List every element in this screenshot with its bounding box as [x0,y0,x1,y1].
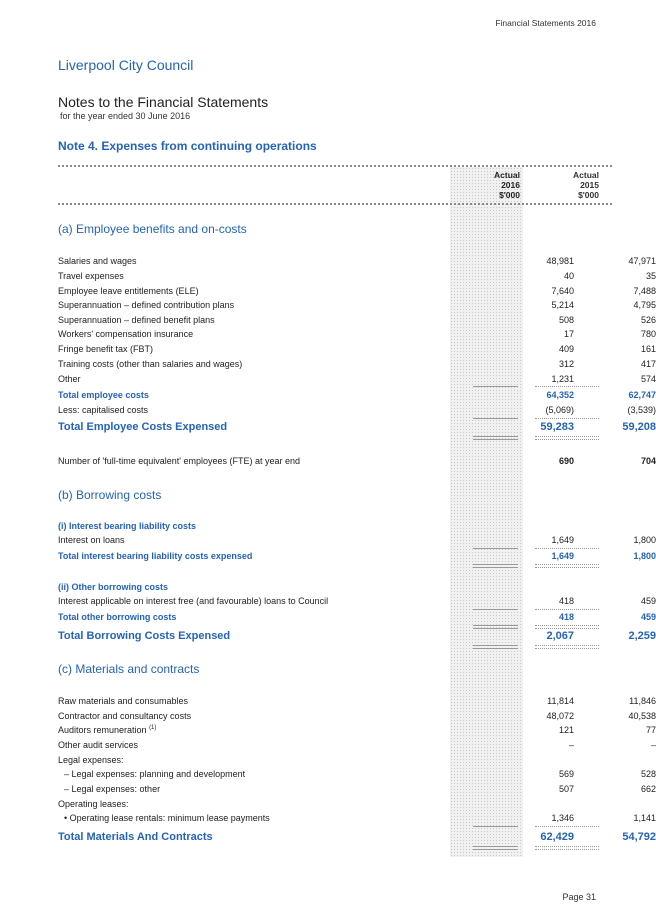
subtotal-rule [473,386,518,387]
subsection-interest-bearing: (i) Interest bearing liability costs [58,521,197,531]
table-row: Less: capitalised costs (5,069) (3,539) [58,405,656,415]
subtotal-rule [535,826,599,827]
total-double-rule [535,625,599,629]
subtotal-rule [535,386,599,387]
section-employee-title: (a) Employee benefits and on-costs [58,222,247,236]
table-row-total: Total interest bearing liability costs expensed 1,649 1,800 [58,551,656,561]
subtotal-rule [473,418,518,419]
section-materials-title: (c) Materials and contracts [58,662,200,676]
total-double-rule [535,645,599,649]
prior-year-column-header: Actual 2015 $'000 [573,170,599,200]
current-year-column-header: Actual 2016 $'000 [494,170,520,200]
table-row: Superannuation – defined contribution plans 5,214 4,795 [58,300,656,310]
subtotal-rule [473,609,518,610]
total-double-rule [473,625,518,629]
total-double-rule [473,645,518,649]
subtotal-rule [535,418,599,419]
table-row-fte: Number of 'full-time equivalent' employees (FTE) at year end 690 704 [58,456,656,466]
total-double-rule [473,846,518,850]
table-row: Workers' compensation insurance 17 780 [58,329,656,339]
subtotal-rule [473,548,518,549]
period-subtitle: for the year ended 30 June 2016 [60,111,191,121]
table-row-total: Total employee costs 64,352 62,747 [58,390,656,400]
table-row-grand-total: Total Materials And Contracts 62,429 54,792 [58,831,656,843]
table-row: – Legal expenses: other 507 662 [64,784,656,794]
table-row: Other audit services – – [58,740,656,750]
table-row: Auditors remuneration $^{(1)}$ 121 77 [58,725,656,735]
table-row: Travel expenses 40 35 [58,271,656,281]
total-double-rule [473,564,518,568]
total-double-rule [535,564,599,568]
table-row: Raw materials and consumables 11,814 11,846 [58,696,656,706]
table-row: Legal expenses: [58,755,124,765]
total-double-rule [473,436,518,440]
section-borrowing-title: (b) Borrowing costs [58,488,162,502]
table-row: Interest applicable on interest free (and favourable) loans to Council 418 459 [58,596,656,606]
council-name: Liverpool City Council [58,57,194,73]
table-row: Interest on loans 1,649 1,800 [58,535,656,545]
table-header-rule [58,203,612,205]
page-number: Page 31 [562,892,596,902]
table-row: • Operating lease rentals: minimum lease payments 1,346 1,141 [64,813,656,823]
subtotal-rule [473,826,518,827]
table-row: Operating leases: [58,799,129,809]
notes-title: Notes to the Financial Statements [58,94,269,110]
total-double-rule [535,846,599,850]
table-row-grand-total: Total Employee Costs Expensed 59,283 59,208 [58,421,656,433]
subtotal-rule [535,609,599,610]
table-row: Other 1,231 574 [58,374,656,384]
table-row: Employee leave entitlements (ELE) 7,640 7,488 [58,286,656,296]
table-row: – Legal expenses: planning and development 569 528 [64,769,656,779]
table-row: Fringe benefit tax (FBT) 409 161 [58,344,656,354]
footnote-marker: (1) [149,725,157,731]
total-double-rule [535,436,599,440]
table-row: Superannuation – defined benefit plans 508 526 [58,315,656,325]
table-row-total: Total other borrowing costs 418 459 [58,612,656,622]
note-title: Note 4. Expenses from continuing operations [58,139,317,153]
table-row: Training costs (other than salaries and wages) 312 417 [58,359,656,369]
subsection-other-borrowing: (ii) Other borrowing costs [58,582,169,592]
document-header: Financial Statements 2016 [495,18,596,28]
table-row: Salaries and wages 48,981 47,971 [58,256,656,266]
table-row: Contractor and consultancy costs 48,072 40,538 [58,711,656,721]
subtotal-rule [535,548,599,549]
table-row-grand-total: Total Borrowing Costs Expensed 2,067 2,259 [58,630,656,642]
table-top-rule [58,165,612,167]
